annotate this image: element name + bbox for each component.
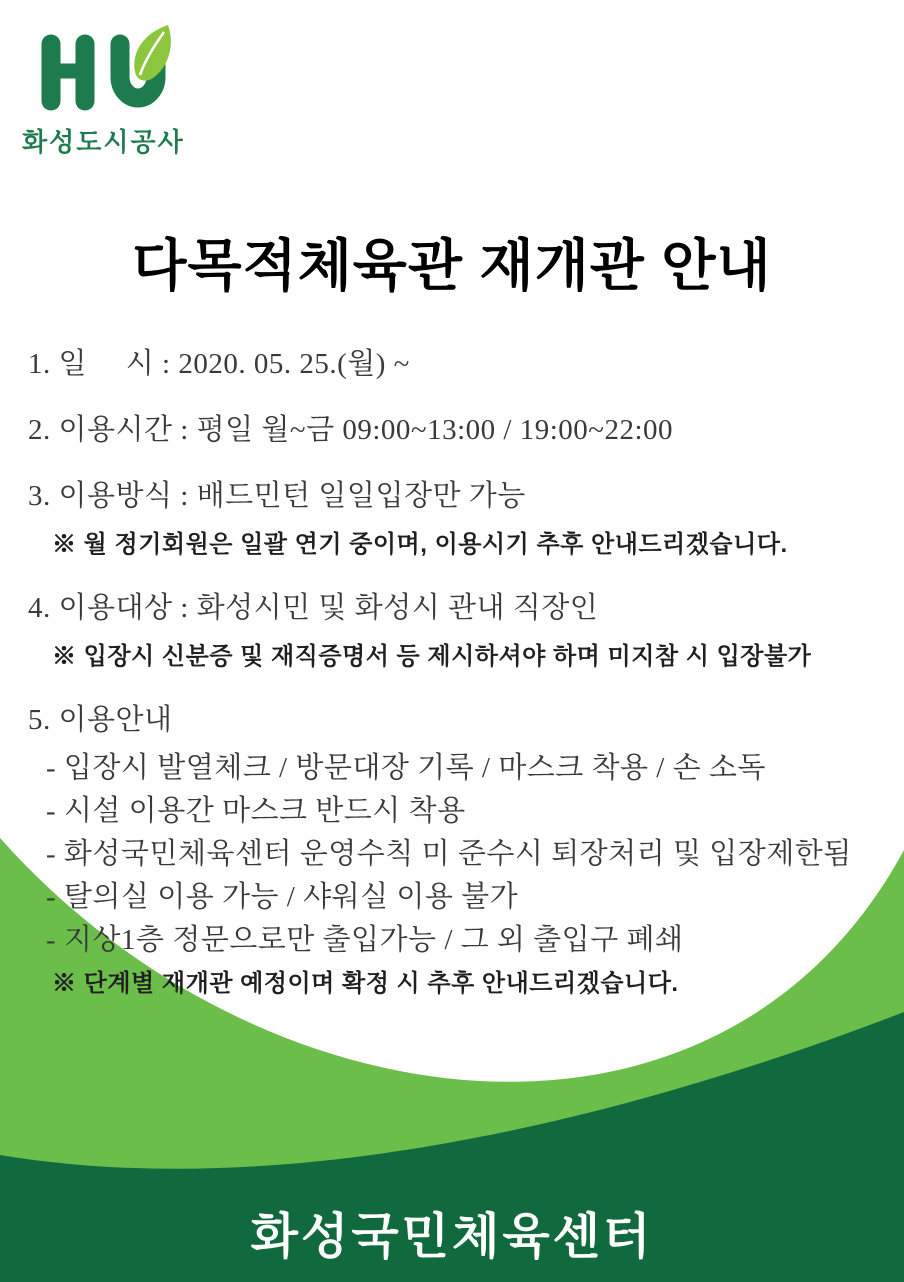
notice-line-date: 1. 일 시 : 2020. 05. 25.(월) ~ [28, 348, 410, 380]
notice-line-method: 3. 이용방식 : 배드민턴 일일입장만 가능 [28, 480, 526, 512]
notice-body [28, 346, 888, 999]
page-title: 다목적체육관 재개관 안내 [132, 234, 772, 297]
notice-line-hours: 2. 이용시간 : 평일 월~금 09:00~13:00 / 19:00~22:00 [28, 414, 674, 446]
notice-sub-lockers: - 탈의실 이용 가능 / 샤워실 이용 불가 [46, 881, 519, 913]
notice-note-phased: ※ 단계별 재개관 예정이며 확정 시 추후 안내드리겠습니다. [52, 970, 679, 997]
org-name: 화성도시공사 [22, 127, 185, 157]
notice-note-members: ※ 월 정기회원은 일괄 연기 중이며, 이용시기 추후 안내드리겠습니다. [52, 531, 788, 558]
notice-sub-entrance: - 지상1층 정문으로만 출입가능 / 그 외 출입구 폐쇄 [46, 924, 684, 956]
notice-line-eligibility: 4. 이용대상 : 화성시민 및 화성시 관내 직장인 [28, 592, 599, 624]
notice-sub-mask: - 시설 이용간 마스크 반드시 착용 [46, 795, 466, 827]
hu-logo-icon [32, 24, 192, 120]
notice-sub-rules: - 화성국민체육센터 운영수칙 미 준수시 퇴장처리 및 입장제한됨 [46, 838, 852, 870]
notice-line-guide: 5. 이용안내 [28, 704, 173, 736]
logo [22, 24, 192, 159]
footer-center-name: 화성국민체육센터 [250, 1210, 654, 1264]
notice-sub-entry-check: - 입장시 발열체크 / 방문대장 기록 / 마스크 착용 / 손 소독 [46, 752, 766, 784]
notice-note-id: ※ 입장시 신분증 및 재직증명서 등 제시하셔야 하며 미지참 시 입장불가 [52, 643, 812, 670]
